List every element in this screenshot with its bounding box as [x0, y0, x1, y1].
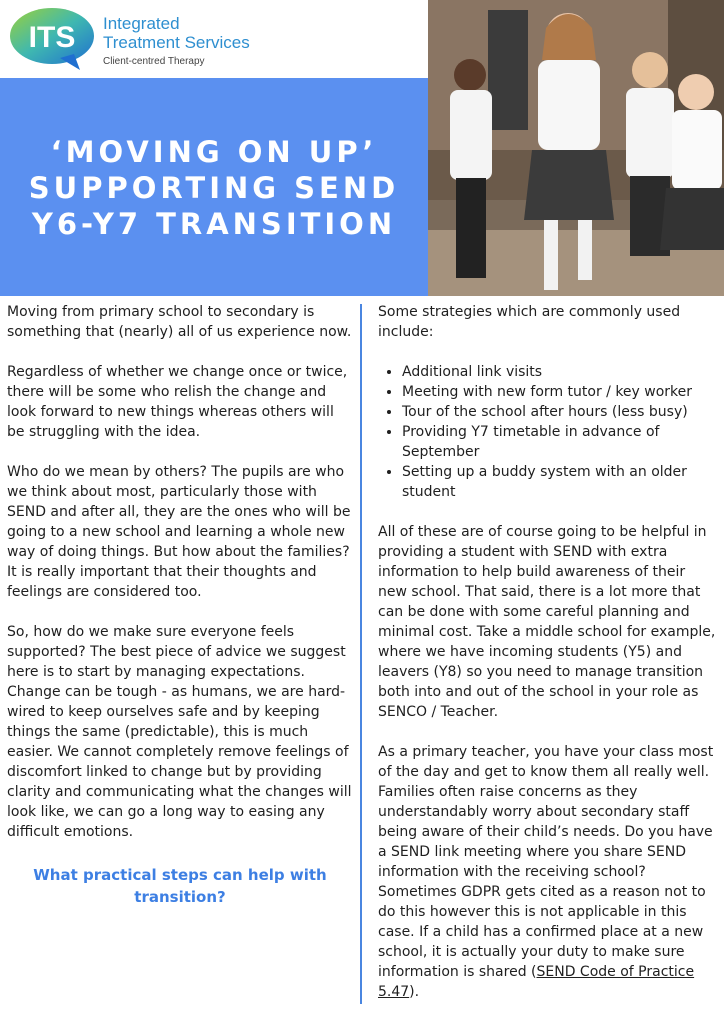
logo-line-2: Treatment Services [103, 33, 250, 52]
list-item: • Setting up a buddy system with an older student [402, 462, 718, 502]
paragraph-end: ). [409, 984, 420, 1000]
paragraph: Some strategies which are commonly used include: [378, 304, 681, 340]
title-line-3: Y6-Y7 TRANSITION [31, 207, 397, 241]
article-body [0, 296, 724, 1024]
paragraph-text: As a primary teacher, you have your class most of the day and get to know them all really well. Families often raise concerns as they understandably worry about secondary staff being aware of their child’s needs. Do you have a SEND link meeting where you share SEND information with the receiving school? Sometimes GDPR gets cited as a reason not to do this however this is not applicable in this case. If a child has a confirmed place at a new school, it is actually your duty to make sure information is shared ( [378, 744, 714, 980]
right-column [378, 302, 718, 1022]
paragraph: All of these are of course going to be helpful in providing a student with SEND with extra information to help build awareness of their new school. That said, there is a lot more that can be done with some careful planning and minimal cost. Take a middle school for example, where we have incoming students (Y5) and leavers (Y8) so you need to manage transition both into and out of the school in your role as SENCO / Teacher. [378, 524, 716, 720]
its-logo [8, 6, 94, 70]
paragraph: Who do we mean by others? The pupils are who we think about most, particularly those with SEND and after all, they are the ones who will be going to a new school and learning a whole new way of doing things. But how about the families? It is really important that their thoughts and feelings are considered too. [7, 464, 351, 600]
title-banner [0, 78, 428, 296]
section-subheading: What practical steps can help with transition? [33, 866, 327, 906]
list-item: • Additional link visits [402, 362, 718, 382]
logo-area [0, 0, 428, 78]
send-code-link[interactable]: SEND Code of Practice 5.47 [378, 964, 695, 1000]
logo-text [103, 14, 250, 67]
list-item: • Providing Y7 timetable in advance of September [402, 422, 718, 462]
page-title [0, 134, 428, 242]
list-item: • Meeting with new form tutor / key worker [402, 382, 718, 402]
title-line-2: SUPPORTING SEND [28, 171, 400, 205]
list-item: • Tour of the school after hours (less busy) [402, 402, 718, 422]
paragraph: So, how do we make sure everyone feels supported? The best piece of advice we suggest here is to start by managing expectations. Change can be tough - as humans, we are hard-wired to keep ourselves safe and by keeping things the same (predictable), this is much easier. We cannot completely remove feelings of discomfort linked to change but by providing clarity and communicating what the changes will look like, we can go a long way to easing any difficult emotions. [7, 624, 352, 840]
left-column [7, 302, 353, 908]
paragraph: Moving from primary school to secondary is something that (nearly) all of us experience now. [7, 304, 352, 340]
logo-tagline: Client-centred Therapy [103, 56, 205, 67]
paragraph: Regardless of whether we change once or twice, there will be some who relish the change and look forward to new things whereas others will be struggling with the idea. [7, 364, 348, 440]
logo-line-1: Integrated [103, 14, 180, 33]
logo-letters: ITS [28, 21, 76, 54]
strategy-list [378, 362, 718, 502]
title-line-1: ‘MOVING ON UP’ [50, 135, 378, 169]
paragraph-with-link [378, 742, 718, 1002]
children-running-photo [428, 0, 724, 296]
column-divider [360, 304, 362, 1004]
header [0, 0, 724, 296]
